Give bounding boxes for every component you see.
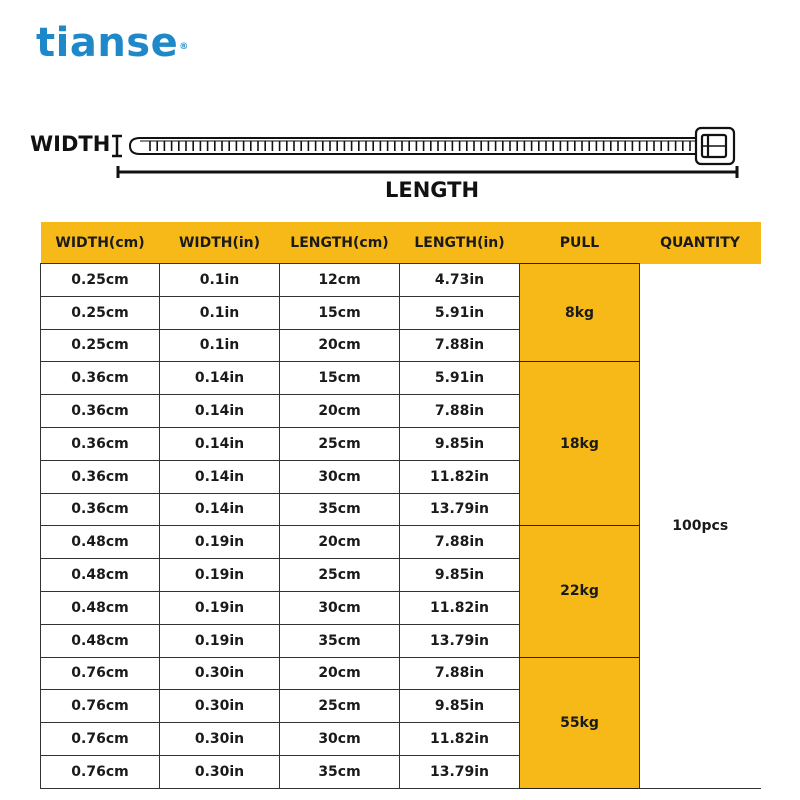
quantity-cell: 100pcs	[640, 264, 761, 789]
table-cell: 7.88in	[400, 526, 520, 559]
table-row	[41, 264, 761, 297]
table-cell: 20cm	[280, 657, 400, 690]
table-cell: 0.14in	[160, 395, 280, 428]
table-cell: 12cm	[280, 264, 400, 297]
table-cell: 20cm	[280, 329, 400, 362]
pull-strength-cell: 22kg	[520, 526, 640, 657]
table-cell: 13.79in	[400, 493, 520, 526]
table-cell: 15cm	[280, 362, 400, 395]
table-cell: 0.48cm	[41, 526, 160, 559]
width-label: WIDTH	[30, 132, 111, 156]
column-header: PULL	[559, 234, 600, 251]
table-cell: 0.48cm	[41, 591, 160, 624]
table-cell: 30cm	[280, 460, 400, 493]
column-header: LENGTH(in)	[414, 234, 505, 251]
table-cell: 0.36cm	[41, 362, 160, 395]
table-cell: 0.48cm	[41, 559, 160, 592]
table-cell: 0.1in	[160, 296, 280, 329]
table-cell: 0.36cm	[41, 395, 160, 428]
column-header: WIDTH(in)	[178, 234, 261, 251]
table-cell: 0.19in	[160, 526, 280, 559]
table-cell: 0.25cm	[41, 296, 160, 329]
pull-strength-cell: 8kg	[520, 264, 640, 362]
table-cell: 30cm	[280, 723, 400, 756]
table-cell: 11.82in	[400, 460, 520, 493]
table-cell: 30cm	[280, 591, 400, 624]
table-cell: 35cm	[280, 493, 400, 526]
table-cell: 0.76cm	[41, 723, 160, 756]
pull-strength-cell: 18kg	[520, 362, 640, 526]
column-header: WIDTH(cm)	[55, 234, 145, 251]
table-cell: 15cm	[280, 296, 400, 329]
cable-tie-diagram	[0, 120, 800, 210]
table-cell: 7.88in	[400, 329, 520, 362]
table-cell: 0.19in	[160, 559, 280, 592]
table-cell: 25cm	[280, 690, 400, 723]
table-cell: 0.30in	[160, 723, 280, 756]
table-cell: 0.25cm	[41, 329, 160, 362]
table-cell: 0.1in	[160, 264, 280, 297]
table-cell: 20cm	[280, 395, 400, 428]
table-cell: 7.88in	[400, 657, 520, 690]
tie-head	[696, 128, 734, 164]
table-cell: 7.88in	[400, 395, 520, 428]
table-cell: 20cm	[280, 526, 400, 559]
table-cell: 9.85in	[400, 559, 520, 592]
table-cell: 9.85in	[400, 427, 520, 460]
table-cell: 9.85in	[400, 690, 520, 723]
table-cell: 11.82in	[400, 723, 520, 756]
table-cell: 25cm	[280, 559, 400, 592]
table-cell: 0.76cm	[41, 755, 160, 788]
table-cell: 0.14in	[160, 362, 280, 395]
table-cell: 0.76cm	[41, 690, 160, 723]
pull-strength-cell: 55kg	[520, 657, 640, 788]
table-cell: 0.14in	[160, 460, 280, 493]
table-cell: 0.36cm	[41, 493, 160, 526]
table-cell: 4.73in	[400, 264, 520, 297]
table-cell: 0.36cm	[41, 460, 160, 493]
table-cell: 0.19in	[160, 624, 280, 657]
length-dimension-line	[118, 166, 737, 178]
length-label: LENGTH	[385, 178, 480, 202]
table-cell: 0.36cm	[41, 427, 160, 460]
table-cell: 0.25cm	[41, 264, 160, 297]
table-cell: 0.48cm	[41, 624, 160, 657]
brand-name: tianse	[36, 20, 179, 66]
registered-mark: ®	[179, 42, 189, 52]
column-header: LENGTH(cm)	[290, 234, 389, 251]
brand-logo	[36, 18, 188, 68]
table-cell: 0.14in	[160, 427, 280, 460]
table-cell: 5.91in	[400, 362, 520, 395]
column-header: QUANTITY	[660, 234, 740, 251]
table-cell: 0.30in	[160, 657, 280, 690]
table-cell: 0.30in	[160, 690, 280, 723]
table-cell: 11.82in	[400, 591, 520, 624]
table-cell: 0.30in	[160, 755, 280, 788]
table-cell: 35cm	[280, 755, 400, 788]
table-cell: 25cm	[280, 427, 400, 460]
table-cell: 0.19in	[160, 591, 280, 624]
table-cell: 5.91in	[400, 296, 520, 329]
table-cell: 0.76cm	[41, 657, 160, 690]
table-cell: 0.1in	[160, 329, 280, 362]
table-cell: 13.79in	[400, 755, 520, 788]
width-bracket-icon	[112, 136, 122, 156]
table-cell: 35cm	[280, 624, 400, 657]
table-cell: 0.14in	[160, 493, 280, 526]
spec-table	[40, 222, 761, 789]
table-cell: 13.79in	[400, 624, 520, 657]
table-body	[41, 264, 761, 789]
table-header-row	[41, 222, 761, 264]
